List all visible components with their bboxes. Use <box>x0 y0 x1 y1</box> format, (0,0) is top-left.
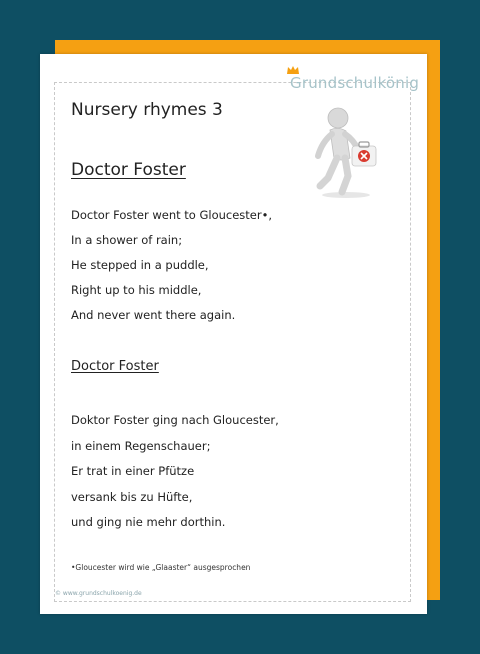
worksheet <box>40 54 427 614</box>
poem-line: Right up to his middle, <box>71 283 202 297</box>
poem-line: And never went there again. <box>71 308 236 322</box>
poem-heading: Doctor Foster <box>71 160 186 180</box>
poem-lines <box>71 203 272 328</box>
translation-line: und ging nie mehr dorthin. <box>71 515 226 529</box>
translation-line: Er trat in einer Pfütze <box>71 464 195 478</box>
doctor-figure-icon <box>308 106 380 198</box>
footnote: •Gloucester wird wie „Glaaster“ ausgesprochen <box>71 563 251 572</box>
translation-lines <box>71 408 279 536</box>
translation-line: Doktor Foster ging nach Gloucester, <box>71 413 279 427</box>
poem-line: He stepped in a puddle, <box>71 258 209 272</box>
crown-icon <box>287 66 299 74</box>
poem-line: Doctor Foster went to Gloucester•, <box>71 208 273 222</box>
translation-line: versank bis zu Hüfte, <box>71 489 193 504</box>
translation-line: in einem Regenschauer; <box>71 438 211 453</box>
page-title: Nursery rhymes 3 <box>71 100 223 120</box>
copyright-link[interactable]: © www.grundschulkoenig.de <box>55 590 142 597</box>
poem-line: In a shower of rain; <box>71 233 183 247</box>
translation-heading: Doctor Foster <box>71 359 159 374</box>
brand-logo-text: Grundschulkönig <box>290 74 420 92</box>
